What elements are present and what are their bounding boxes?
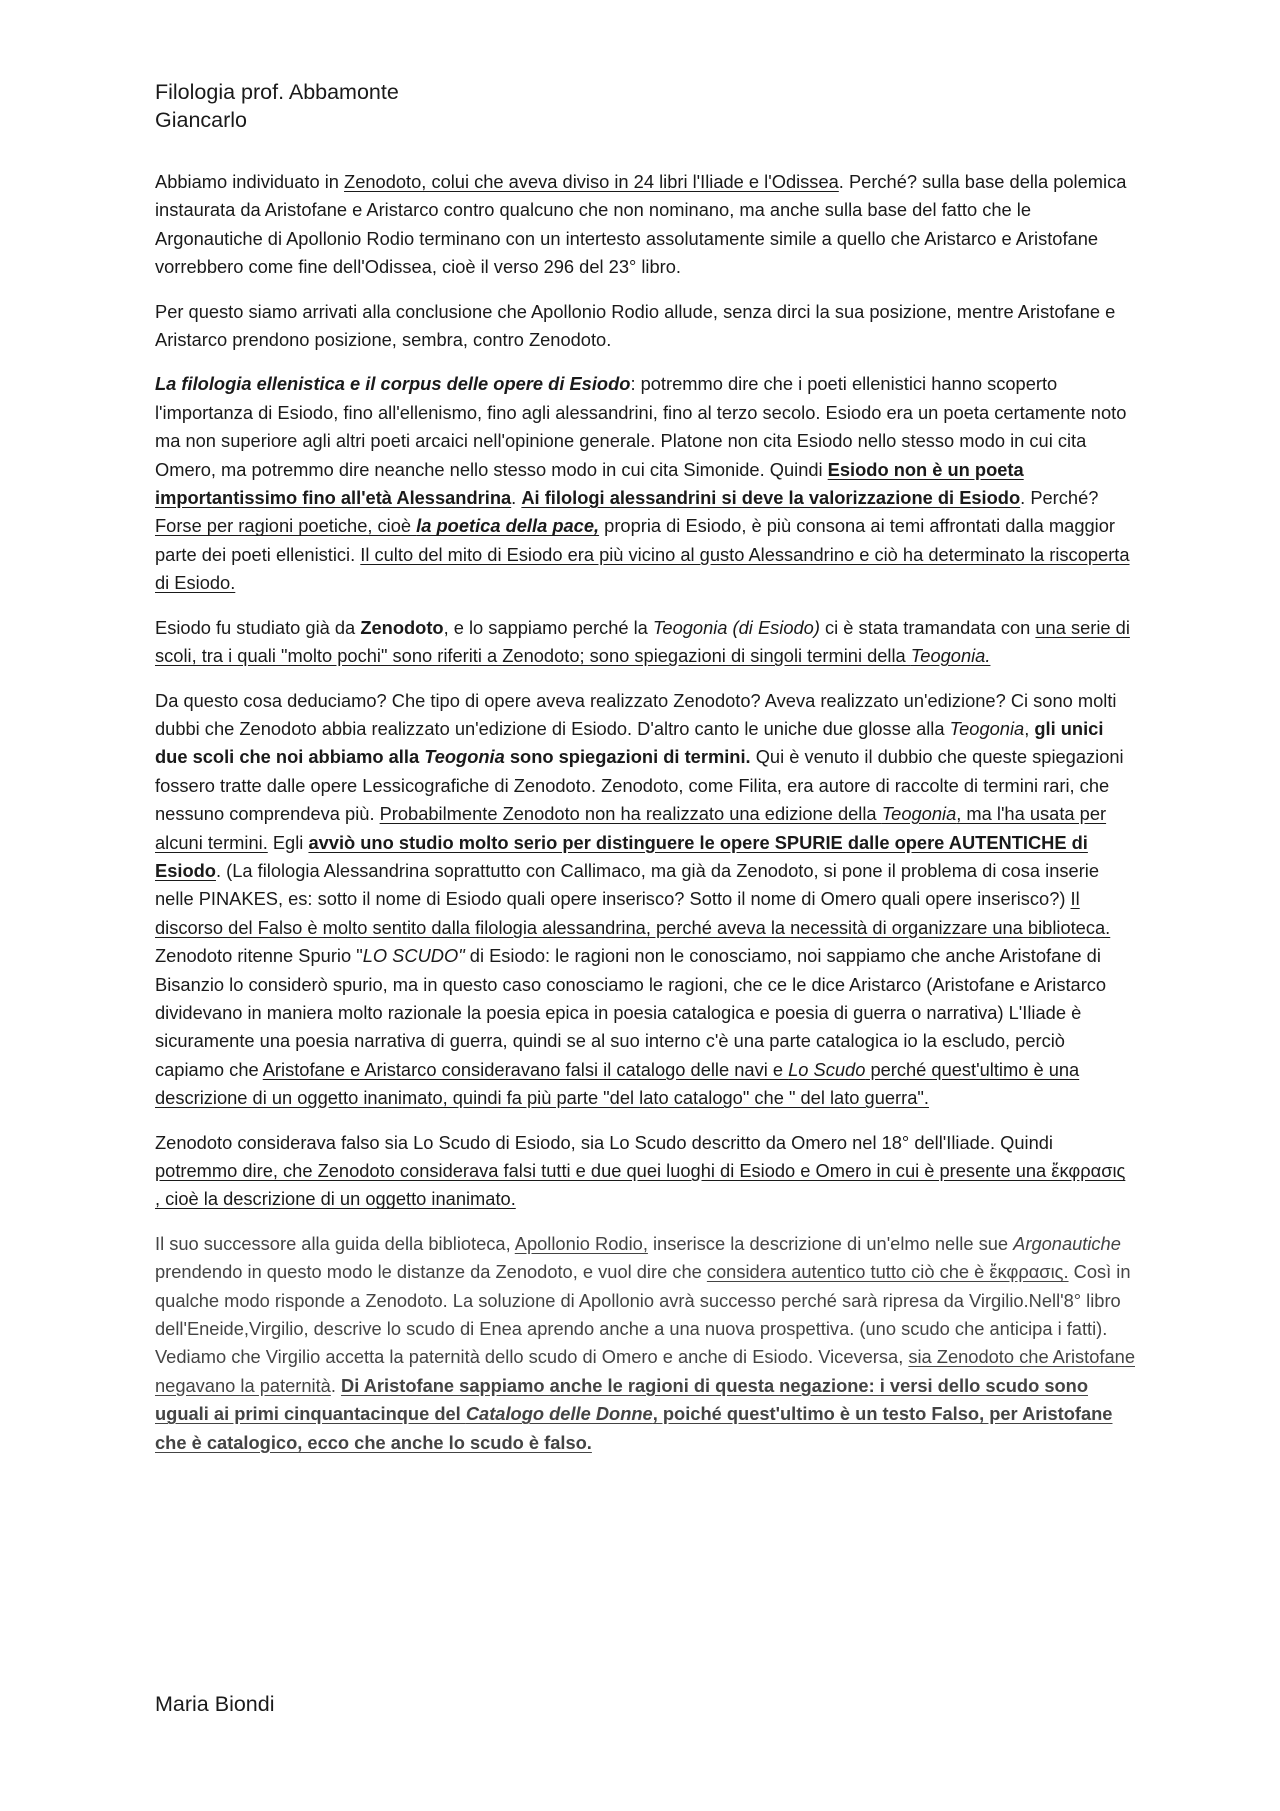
text-run: Zenodoto [360, 616, 444, 638]
text-run: Teogonia (di Esiodo) [652, 616, 820, 638]
text-run: Probabilmente Zenodoto non ha realizzato una edizione della [379, 803, 882, 825]
text-run: Il discorso del Falso è molto sentito dalla filologia alessandrina, perché aveva la necessità di organizzare una biblioteca. [155, 888, 1111, 938]
text-run: Teogonia [949, 717, 1025, 739]
document-body [155, 168, 1135, 1457]
paragraph [155, 1230, 1135, 1457]
text-run: ci è stata tramandata con [819, 616, 1036, 638]
text-run: , [1024, 717, 1035, 739]
text-run: : potremmo dire che i poeti ellenistici hanno scoperto l'importanza di Esiodo, fino all'ellenismo, fino agli alessandrini, fino al terzo secolo. Esiodo era un poeta certamente noto ma non superiore agli altri poeti arcaici nell'opinione generale. Platone non cita Esiodo nello stesso modo in cui cita Omero, ma potremmo dire neanche nello stesso modo in cui cita Simonide. Quindi [155, 373, 1127, 480]
text-run: Apollonio Rodio, [514, 1232, 648, 1254]
text-run: Ai filologi alessandrini si deve la valorizzazione di Esiodo [521, 487, 1021, 509]
text-run: Così in qualche modo risponde a Zenodoto. La soluzione di Apollonio avrà successo perché sarà ripresa da Virgilio.Nell'8° libro dell'Eneide,Virgilio, descrive lo scudo di Enea aprendo anche a una nuova prospettiva. (uno scudo che anticipa i fatti). Vediamo che Virgilio accetta la paternità dello scudo di Omero e anche di Esiodo. Viceversa, [155, 1261, 1131, 1368]
text-run: Lo Scudo [788, 1058, 866, 1080]
text-run: Zenodoto, colui che aveva diviso in 24 libri l'Iliade e l'Odissea [344, 171, 839, 192]
text-run: Zenodoto considerava falso sia Lo Scudo di Esiodo, sia Lo Scudo descritto da Omero nel 18° dell'Iliade. Quindi [155, 1131, 1053, 1153]
text-run: Argonautiche [1013, 1232, 1121, 1254]
text-run: , poiché quest'ultimo è un testo Falso, per Aristofane che è catalogico, ecco che anche lo scudo è falso. [155, 1403, 1113, 1453]
paragraph [155, 298, 1135, 355]
text-run: prendendo in questo modo le distanze da Zenodoto, e vuol dire che [155, 1261, 707, 1283]
text-run: una serie di scoli, tra i quali "molto pochi" sono riferiti a Zenodoto; sono spiegazioni di singoli termini della [155, 616, 1130, 667]
text-run: la poetica della pace, [416, 515, 600, 537]
text-run: Catalogo delle Donne [465, 1403, 653, 1425]
text-run: , ma l'ha usata per alcuni termini. [155, 803, 1107, 853]
text-run: . (La filologia Alessandrina soprattutto con Callimaco, ma già da Zenodoto, si pone il problema di cosa inserie nelle PINAKES, es: sotto il nome di Esiodo quali opere inserisco? Sotto il nome di Omero quali opere inserisco?) [155, 859, 1100, 910]
text-run: Il culto del mito di Esiodo era più vicino al gusto Alessandrino e ciò ha determinato la riscoperta di Esiodo. [155, 543, 1130, 594]
text-run: Per questo siamo arrivati alla conclusione che Apollonio Rodio allude, senza dirci la sua posizione, mentre Aristofane e Aristarco prendono posizione, sembra, contro Zenodoto. [155, 300, 1116, 351]
text-run: LO SCUDO" [362, 945, 465, 967]
paragraph [155, 687, 1135, 1113]
text-run: sono spiegazioni di termini. [504, 746, 751, 768]
professor-name: Giancarlo [155, 108, 248, 132]
paragraph [155, 168, 1135, 282]
text-run: sia Zenodoto che Aristofane negavano la paternità [155, 1346, 1135, 1396]
text-run: . Perché? [1020, 487, 1099, 509]
text-run: Teogonia. [910, 645, 991, 667]
text-run: gli unici due scoli che noi abbiamo alla [155, 717, 1104, 768]
text-run: Teogonia [424, 746, 505, 768]
text-run: Qui è venuto il dubbio che queste spiegazioni fossero tratte dalle opere Lessicografiche di Zenodoto. Zenodoto, come Filita, era autore di raccolte di termini rari, che nessuno comprendeva più. [155, 746, 1124, 825]
text-run: Esiodo fu studiato già da [155, 616, 361, 638]
text-run: Forse per ragioni poetiche, cioè [155, 515, 417, 537]
text-run: Aristofane e Aristarco consideravano falsi il catalogo delle navi e [262, 1058, 789, 1080]
text-run: . [511, 487, 522, 509]
text-run: La filologia ellenistica e il corpus delle opere di Esiodo [155, 373, 631, 395]
text-run: Di Aristofane sappiamo anche le ragioni di questa negazione: i versi dello scudo sono uguali ai primi cinquantacinque del [155, 1374, 1088, 1425]
text-run: Il suo successore alla guida della biblioteca, [155, 1232, 515, 1254]
text-run: Da questo cosa deduciamo? Che tipo di opere aveva realizzato Zenodoto? Aveva realizzato un'edizione? Ci sono molti dubbi che Zenodoto abbia realizzato un'edizione di Esiodo. D'altro canto le uniche due glosse alla [155, 689, 1117, 739]
text-run: . Perché? sulla base della polemica instaurata da Aristofane e Aristarco contro qualcuno che non nominano, ma anche sulla base del fatto che le Argonautiche di Apollonio Rodio terminano con un intertesto assolutamente simile a quello che Aristarco e Aristofane vorrebbero come fine dell'Odissea, cioè il verso 296 del 23° libro. [155, 171, 1127, 278]
text-run: , e lo sappiamo perché la [443, 616, 653, 638]
document-page [155, 78, 1135, 1473]
text-run: . [330, 1374, 342, 1396]
text-run: perché quest'ultimo è una descrizione di un oggetto inanimato, quindi fa più parte "del lato catalogo" che " del lato guerra". [155, 1058, 1080, 1109]
paragraph [155, 1129, 1135, 1214]
text-run: potremmo dire, che Zenodoto considerava falsi tutti e due quei luoghi di Esiodo e Omero in cui è presente una ἔκφρασις , cioè la descrizione di un oggetto inanimato. [155, 1160, 1126, 1210]
author-signature: Maria Biondi [155, 1692, 275, 1716]
text-run: Egli [267, 831, 309, 853]
text-run: considera autentico tutto ciò che è ἔκφρασις. [706, 1261, 1069, 1283]
text-run: Esiodo non è un poeta importantissimo fino all'età Alessandrina [155, 458, 1024, 509]
text-run: Zenodoto ritenne Spurio " [155, 945, 363, 967]
text-run: inserisce la descrizione di un'elmo nelle sue [647, 1232, 1014, 1254]
text-run: Abbiamo individuato in [155, 171, 345, 192]
course-title: Filologia prof. Abbamonte [155, 80, 399, 104]
text-run: avviò uno studio molto serio per distinguere le opere SPURIE dalle opere AUTENTICHE di Esiodo [155, 831, 1088, 881]
text-run: propria di Esiodo, è più consona ai temi affrontati dalla maggior parte dei poeti ellenistici. [155, 515, 1115, 565]
paragraph [155, 370, 1135, 597]
text-run: di Esiodo: le ragioni non le conosciamo, noi sappiamo che anche Aristofane di Bisanzio lo considerò spurio, ma in questo caso conosciamo le ragioni, che ce le dice Aristarco (Aristofane e Aristarco dividevano in maniera molto razionale la poesia epica in poesia catalogica e poesia di guerra o narrativa) L'Iliade è sicuramente una poesia narrativa di guerra, quindi se al suo interno c'è una parte catalogica io la escludo, perciò capiamo che [155, 945, 1107, 1080]
paragraph [155, 614, 1135, 671]
text-run: Teogonia [881, 803, 957, 825]
